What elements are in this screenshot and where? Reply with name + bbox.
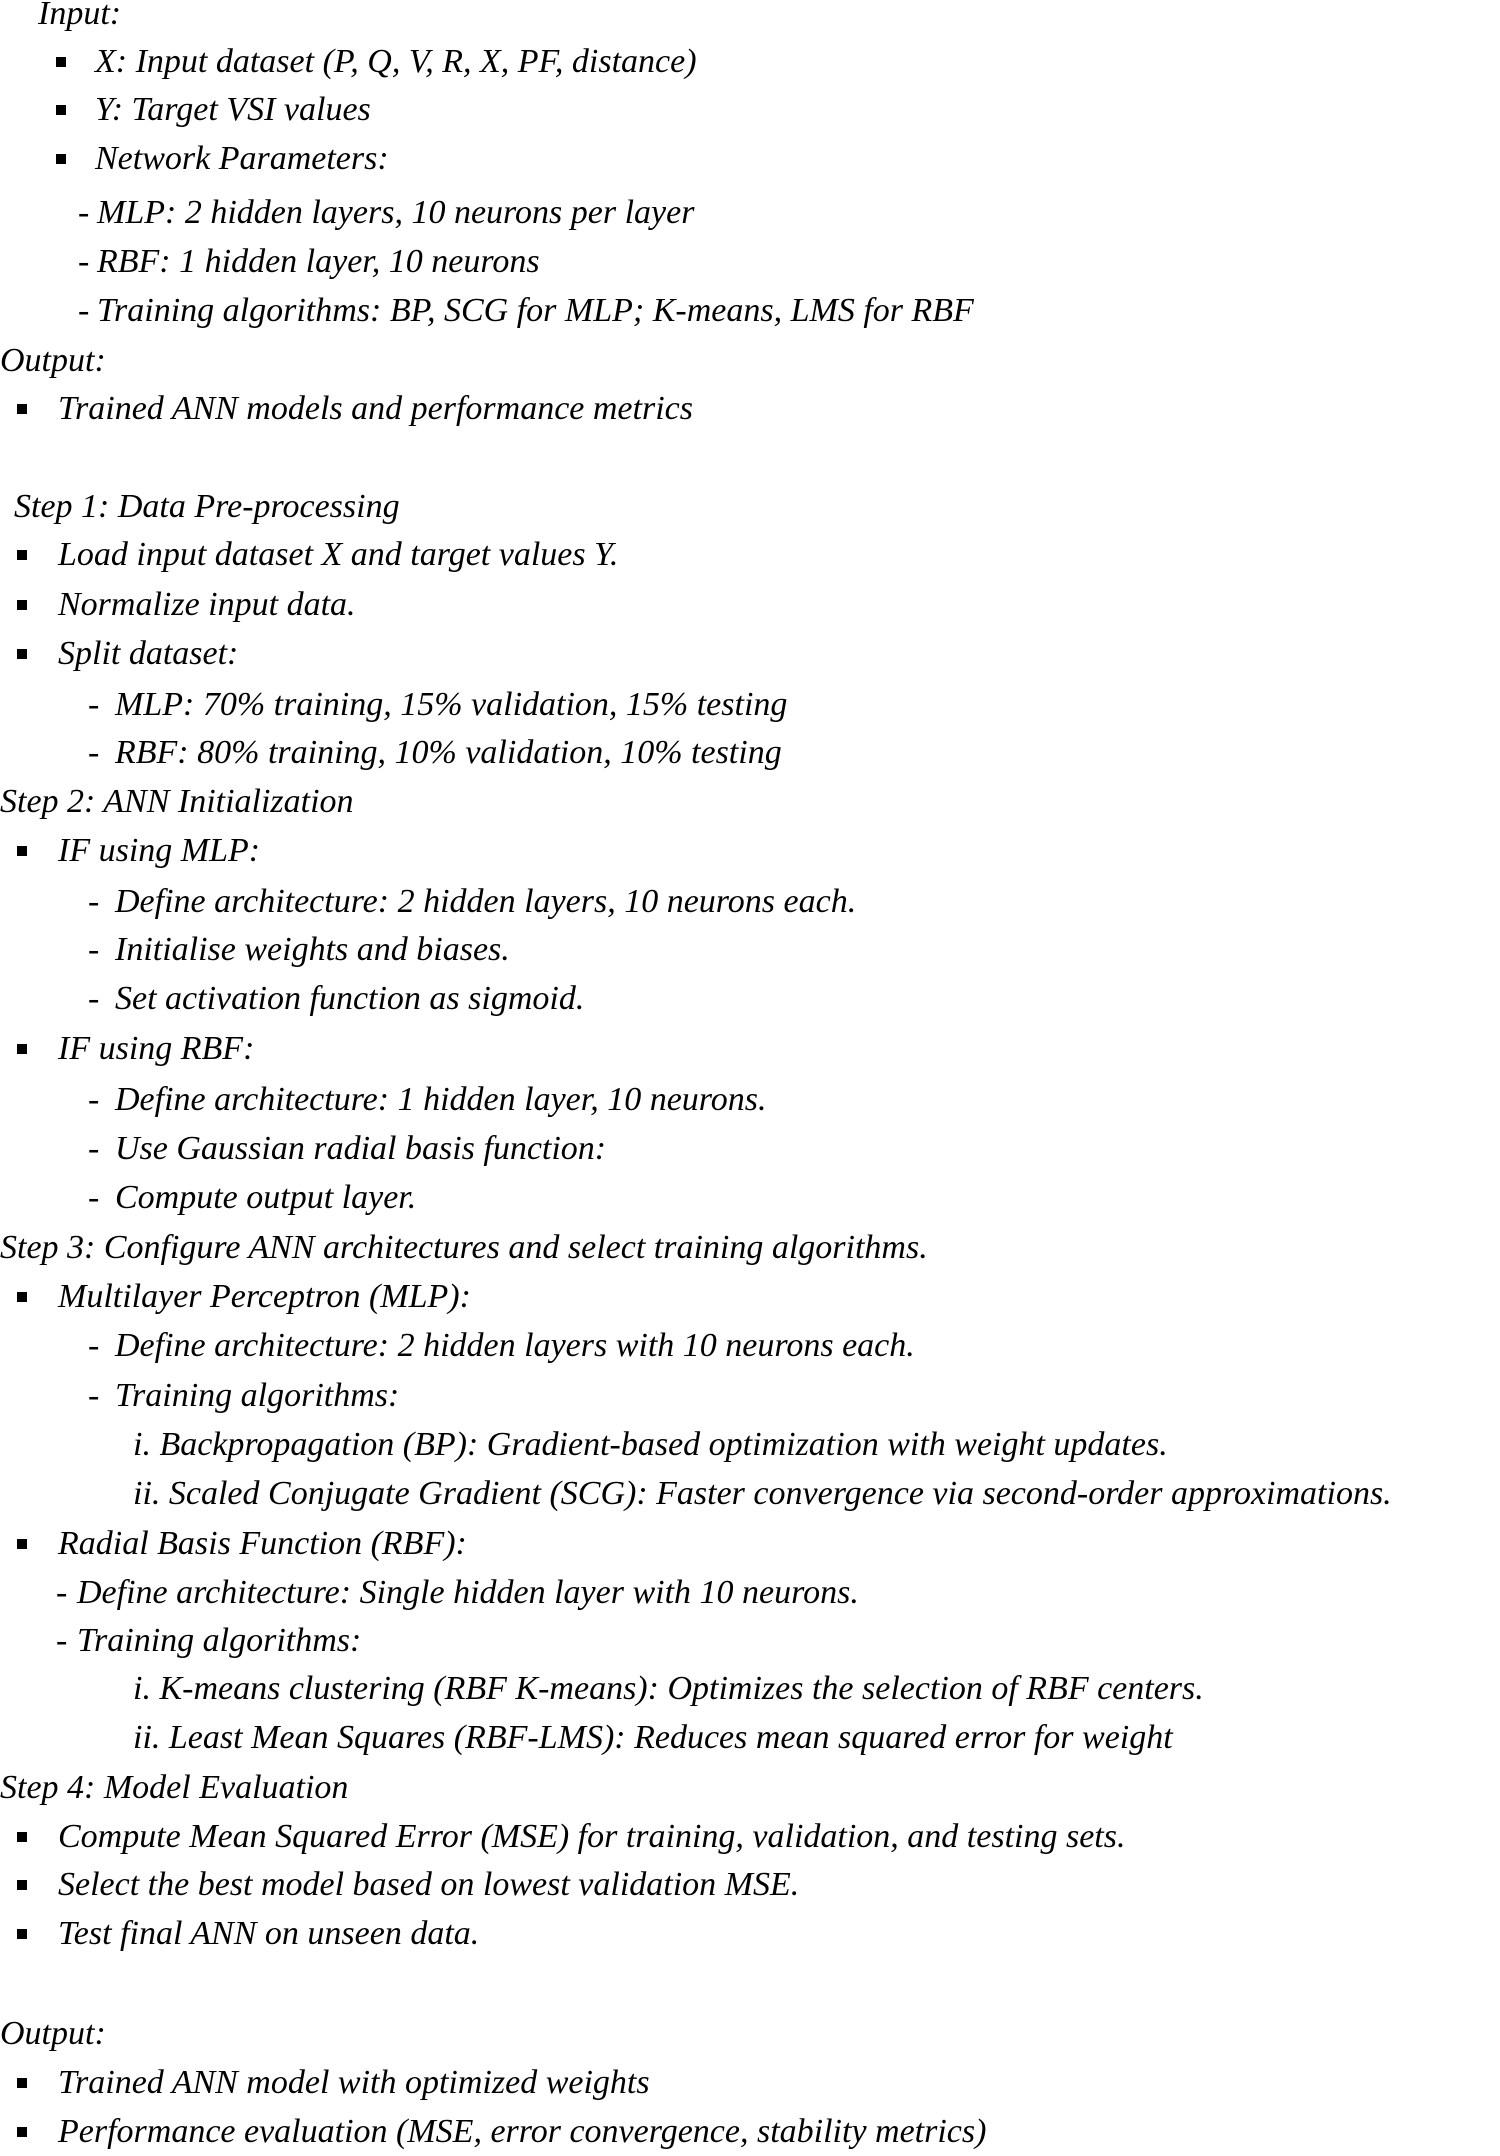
sub-item-text: Set activation function as sigmoid. — [115, 980, 585, 1017]
dash-marker: - — [88, 1081, 100, 1118]
dash-marker: - — [56, 1574, 68, 1611]
list-item-text: Select the best model based on lowest validation MSE. — [58, 1866, 800, 1903]
list-item-text: Y: Target VSI values — [95, 91, 371, 128]
step-heading-text: Step 3: Configure ANN architectures and select training algorithms. — [0, 1229, 928, 1266]
sub-item-text: MLP: 70% training, 15% validation, 15% testing — [115, 686, 788, 723]
list-item-text: IF using RBF: — [58, 1030, 255, 1067]
dash-marker: - — [88, 686, 100, 723]
dash-marker: - — [88, 931, 100, 968]
square-bullet-icon — [17, 1044, 27, 1054]
square-bullet-icon — [17, 846, 27, 856]
square-bullet-icon — [17, 2078, 27, 2088]
sub-item-text: RBF: 80% training, 10% validation, 10% testing — [115, 734, 782, 771]
square-bullet-icon — [17, 649, 27, 659]
list-item-text: IF using MLP: — [58, 832, 261, 869]
list-item-text: Split dataset: — [58, 635, 239, 672]
sub-item-text: Training algorithms: — [77, 1622, 362, 1659]
sub-item-text: Training algorithms: BP, SCG for MLP; K-means, LMS for RBF — [97, 292, 974, 329]
step-heading-text: Step 4: Model Evaluation — [0, 1769, 349, 1806]
input-heading-text: Input: — [38, 0, 122, 32]
list-item-text: Test final ANN on unseen data. — [58, 1915, 480, 1952]
sub-item-text: Compute output layer. — [115, 1179, 417, 1216]
sub-item-text: Define architecture: 2 hidden layers with 10 neurons each. — [115, 1327, 915, 1364]
dash-marker: - — [88, 1130, 100, 1167]
square-bullet-icon — [17, 1292, 27, 1302]
list-item-text: Trained ANN model with optimized weights — [58, 2064, 650, 2101]
list-item-text: Radial Basis Function (RBF): — [58, 1525, 467, 1562]
square-bullet-icon — [56, 154, 66, 164]
step-heading-text: Step 2: ANN Initialization — [0, 783, 354, 820]
algorithm-item-text: i. Backpropagation (BP): Gradient-based optimization with weight updates. — [133, 1426, 1168, 1463]
list-item-text: X: Input dataset (P, Q, V, R, X, PF, distance) — [95, 43, 697, 80]
square-bullet-icon — [17, 1880, 27, 1890]
dash-marker: - — [88, 883, 100, 920]
sub-item-text: Use Gaussian radial basis function: — [115, 1130, 607, 1167]
square-bullet-icon — [17, 1539, 27, 1549]
sub-item-text: MLP: 2 hidden layers, 10 neurons per layer — [97, 194, 695, 231]
dash-marker: - — [88, 1179, 100, 1216]
dash-marker: - — [88, 1377, 100, 1414]
square-bullet-icon — [17, 1929, 27, 1939]
square-bullet-icon — [56, 105, 66, 115]
dash-marker: - — [78, 194, 90, 231]
step-heading-text: Step 1: Data Pre-processing — [14, 488, 400, 525]
square-bullet-icon — [17, 2127, 27, 2137]
list-item-text: Trained ANN models and performance metrics — [58, 390, 693, 427]
square-bullet-icon — [56, 57, 66, 67]
dash-marker: - — [88, 734, 100, 771]
sub-item-text: RBF: 1 hidden layer, 10 neurons — [97, 243, 540, 280]
list-item-text: Compute Mean Squared Error (MSE) for training, validation, and testing sets. — [58, 1818, 1126, 1855]
list-item-text: Performance evaluation (MSE, error convergence, stability metrics) — [58, 2113, 987, 2150]
dash-marker: - — [88, 1327, 100, 1364]
dash-marker: - — [78, 243, 90, 280]
algorithm-item-text: i. K-means clustering (RBF K-means): Optimizes the selection of RBF centers. — [133, 1670, 1204, 1707]
algorithm-item-text: ii. Scaled Conjugate Gradient (SCG): Faster convergence via second-order approximations. — [133, 1475, 1392, 1512]
square-bullet-icon — [17, 600, 27, 610]
output-heading-text: Output: — [0, 2015, 106, 2052]
sub-item-text: Initialise weights and biases. — [115, 931, 510, 968]
list-item-text: Normalize input data. — [58, 586, 356, 623]
sub-item-text: Define architecture: Single hidden layer with 10 neurons. — [77, 1574, 859, 1611]
list-item-text: Multilayer Perceptron (MLP): — [58, 1278, 471, 1315]
square-bullet-icon — [17, 550, 27, 560]
output-heading-text: Output: — [0, 342, 106, 379]
dash-marker: - — [88, 980, 100, 1017]
square-bullet-icon — [17, 404, 27, 414]
list-item-text: Network Parameters: — [95, 140, 389, 177]
algorithm-item-text: ii. Least Mean Squares (RBF-LMS): Reduces mean squared error for weight — [133, 1719, 1173, 1756]
dash-marker: - — [78, 292, 90, 329]
square-bullet-icon — [17, 1832, 27, 1842]
dash-marker: - — [56, 1622, 68, 1659]
sub-item-text: Define architecture: 1 hidden layer, 10 neurons. — [115, 1081, 767, 1118]
list-item-text: Load input dataset X and target values Y. — [58, 536, 619, 573]
sub-item-text: Define architecture: 2 hidden layers, 10 neurons each. — [115, 883, 857, 920]
sub-item-text: Training algorithms: — [115, 1377, 400, 1414]
